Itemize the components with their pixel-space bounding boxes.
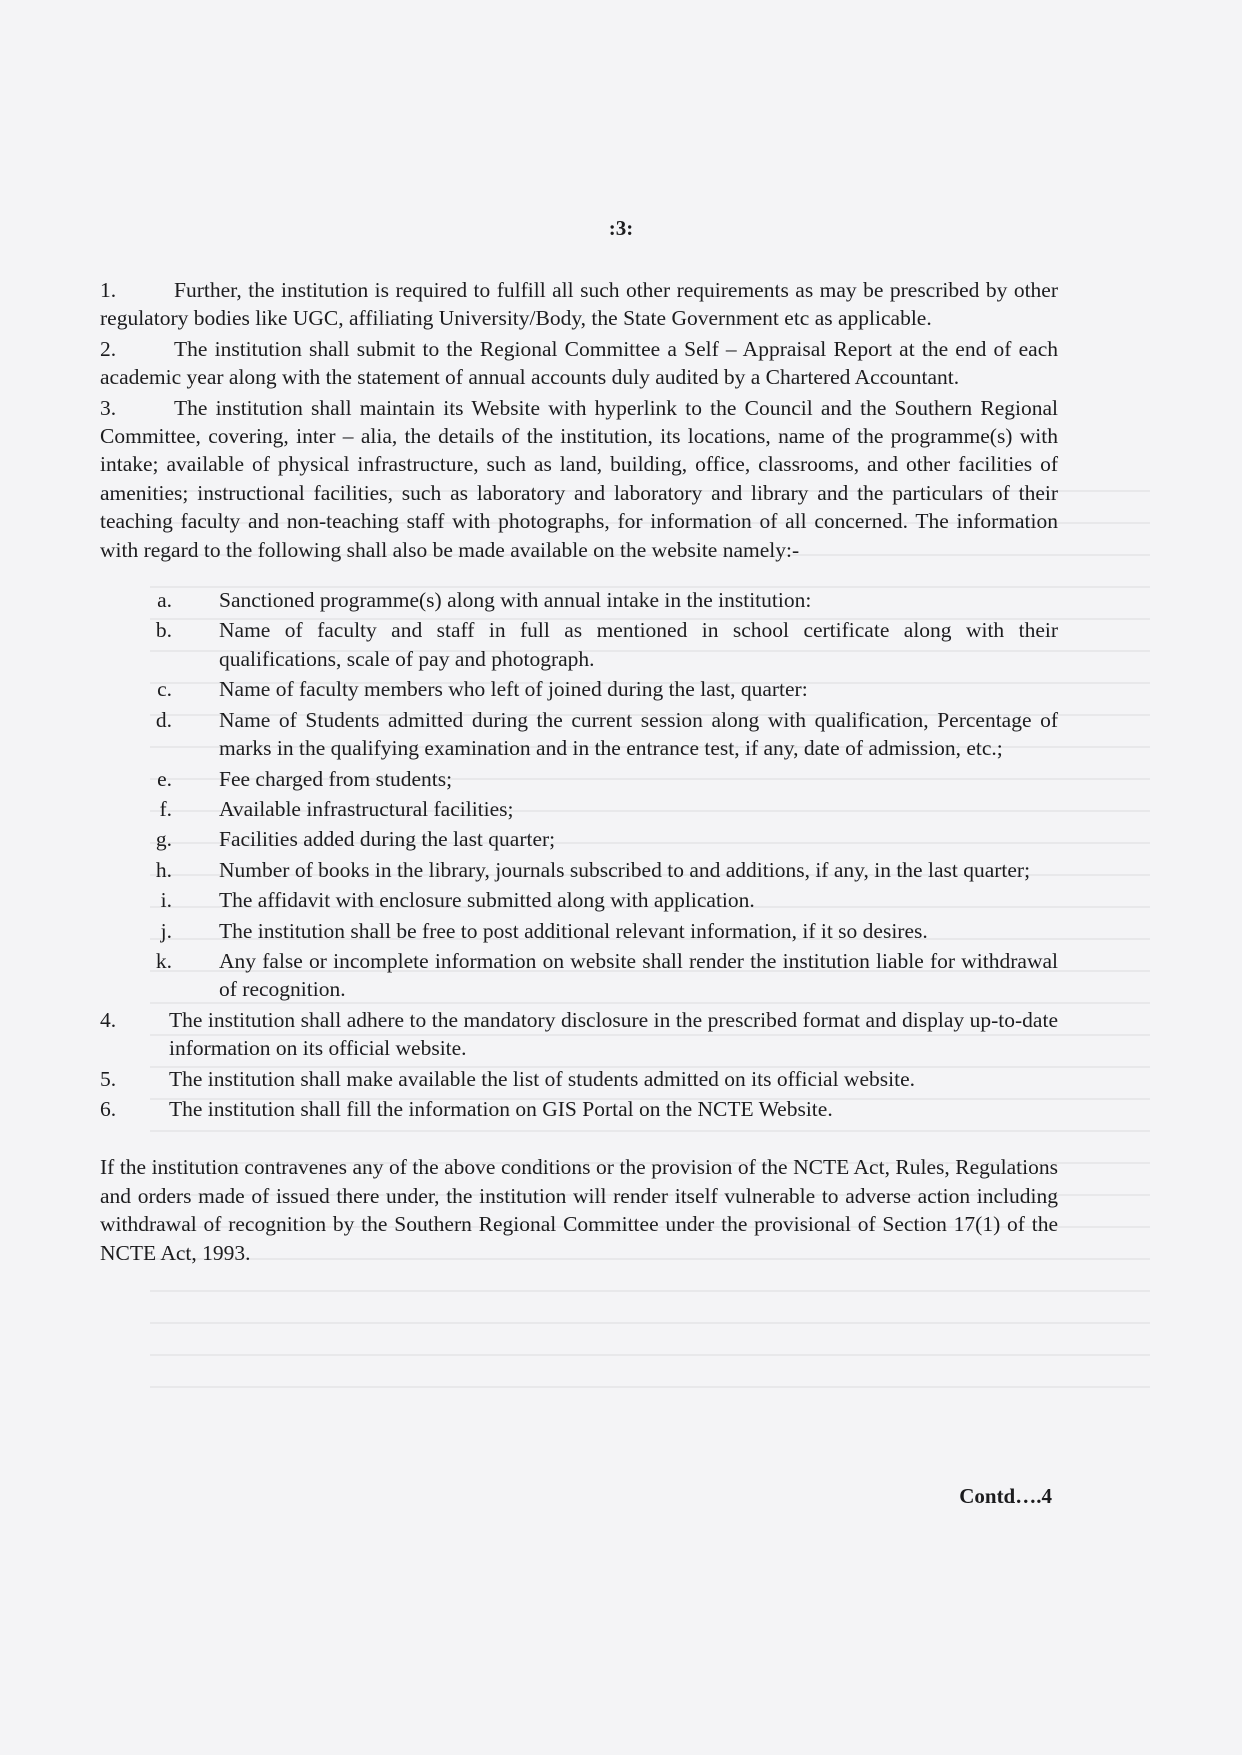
list-item-text: The institution shall adhere to the mandatory disclosure in the prescribed format and display up-to-date information on its official website. — [169, 1007, 1058, 1061]
list-item-letter: g. — [155, 827, 172, 852]
paragraph-1 — [100, 276, 1058, 333]
paragraph-number: 1. — [100, 278, 117, 302]
list-item — [142, 765, 1058, 793]
list-item-text: Available infrastructural facilities; — [219, 796, 514, 821]
list-item — [142, 586, 1058, 614]
list-item-number: 4. — [100, 1007, 117, 1032]
list-item-number: 6. — [100, 1096, 117, 1121]
list-item-letter: b. — [155, 618, 172, 643]
list-item-letter: i. — [160, 888, 172, 913]
list-item-letter: d. — [155, 707, 172, 732]
list-item — [142, 886, 1058, 914]
list-item-text: Fee charged from students; — [219, 766, 453, 791]
numbered-conditions-list — [100, 1006, 1058, 1124]
website-info-list — [100, 586, 1058, 1004]
continued-marker: Contd….4 — [959, 1484, 1052, 1508]
list-item-letter: h. — [155, 857, 172, 882]
list-item — [142, 825, 1058, 853]
paragraph-text: Further, the institution is required to fulfill all such other requirements as may be prescribed by other regulatory bodies like UGC, affiliating University/Body, the State Government etc as applicable. — [100, 278, 1058, 331]
list-item-text: The institution shall be free to post additional relevant information, if it so desires. — [219, 918, 928, 943]
list-item — [142, 947, 1058, 1004]
list-item-text: Name of faculty members who left of joined during the last, quarter: — [219, 677, 808, 702]
paragraph-number: 3. — [100, 395, 117, 420]
document-body — [100, 276, 1058, 1289]
paragraph-2 — [100, 335, 1058, 392]
list-item — [142, 616, 1058, 673]
list-item — [142, 675, 1058, 703]
list-item — [142, 795, 1058, 823]
list-item-letter: j. — [160, 918, 172, 943]
list-item-text: Facilities added during the last quarter; — [219, 827, 556, 852]
list-item — [100, 1095, 1058, 1123]
list-item-text: Name of faculty and staff in full as mentioned in school certificate along with their qualifications, scale of pay and photograph. — [219, 618, 1058, 671]
list-item-text: Number of books in the library, journals subscribed to and additions, if any, in the last quarter; — [219, 857, 1031, 882]
list-item-number: 5. — [100, 1066, 117, 1091]
list-item-letter: e. — [157, 766, 172, 791]
list-item — [142, 856, 1058, 884]
list-item — [100, 1065, 1058, 1093]
paragraph-number: 2. — [100, 336, 117, 361]
list-item-letter: k. — [155, 948, 172, 973]
list-item — [142, 706, 1058, 763]
list-item — [100, 1006, 1058, 1063]
list-item-letter: a. — [157, 588, 172, 613]
paragraph-text: The institution shall maintain its Website with hyperlink to the Council and the Southern Regional Committee, covering, inter – alia, the details of the institution, its locations, name of the programme(s) with intake; available of physical infrastructure, such as land, building, office, classrooms, and other facilities of amenities; instructional facilities, such as laboratory and laboratory and library and the particulars of their teaching faculty and non-teaching staff with photographs, for information of all concerned. The information with regard to the following shall also be made available on the website namely:- — [100, 395, 1058, 562]
list-item-text: Name of Students admitted during the current session along with qualification, Percentage of marks in the qualifying examination and in the entrance test, if any, date of admission, etc.; — [219, 707, 1058, 761]
list-item-text: Any false or incomplete information on website shall render the institution liable for withdrawal of recognition. — [219, 948, 1058, 1002]
list-item-letter: c. — [157, 677, 172, 702]
list-item — [142, 917, 1058, 945]
page-number: :3: — [608, 216, 634, 240]
list-item-text: Sanctioned programme(s) along with annual intake in the institution: — [219, 588, 812, 613]
list-item-text: The institution shall fill the information on GIS Portal on the NCTE Website. — [169, 1096, 833, 1121]
list-item-text: The institution shall make available the list of students admitted on its official website. — [169, 1066, 915, 1091]
paragraph-text: The institution shall submit to the Regional Committee a Self – Appraisal Report at the end of each academic year along with the statement of annual accounts duly audited by a Chartered Accountant. — [100, 336, 1058, 390]
list-item-letter: f. — [159, 796, 172, 821]
list-item-text: The affidavit with enclosure submitted along with application. — [219, 888, 755, 913]
paragraph-3 — [100, 394, 1058, 564]
closing-paragraph: If the institution contravenes any of the above conditions or the provision of the NCTE Act, Rules, Regulations and orders made of issued there under, the institution will render itself vulnerable to adverse action including withdrawal of recognition by the Southern Regional Committee under the provisional of Section 17(1) of the NCTE Act, 1993. — [100, 1155, 1058, 1265]
